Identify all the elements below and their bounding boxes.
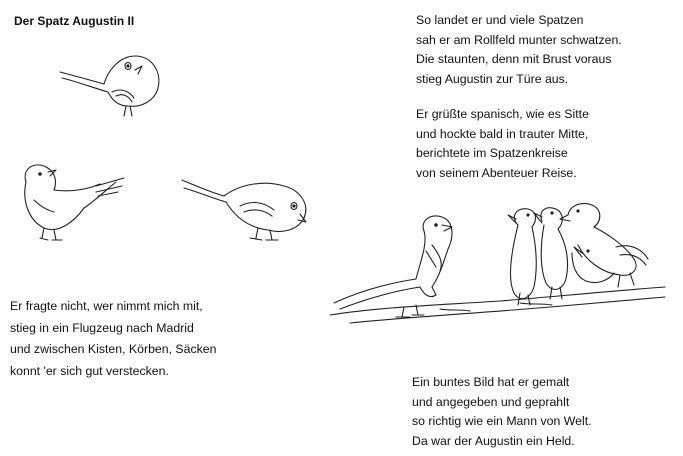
sparrow-sketch-1 — [60, 56, 159, 116]
sparrow-sketch-2 — [25, 165, 124, 240]
stanza-line: Ein buntes Bild hat er gemalt — [412, 375, 570, 389]
stanza-line: stieg Augustin zur Türe aus. — [416, 71, 569, 86]
sparrow-sketch-3 — [182, 180, 306, 240]
stanza-line: von seinem Abenteuer Reise. — [416, 165, 577, 180]
stanza-line: und zwischen Kisten, Körben, Säcken — [10, 342, 217, 356]
augustin-sparrow — [334, 216, 452, 317]
stanza-line: berichtete im Spatzenkreise — [416, 146, 568, 161]
stanza-line: so richtig wie ein Mann von Welt. — [412, 414, 592, 429]
stanza-line: stieg in ein Flugzeug nach Madrid — [10, 320, 194, 335]
stanza-1 — [416, 11, 622, 89]
stanza-2 — [416, 105, 589, 183]
stanza-line: Er fragte nicht, wer nimmt mich mit, — [10, 299, 203, 313]
sparrow-flock-illustration — [320, 195, 670, 330]
stanza-line: und angegeben und geprahlt — [412, 394, 570, 409]
stanza-line: Da war der Augustin ein Held. — [412, 433, 575, 448]
page-title: Der Spatz Augustin II — [14, 14, 135, 28]
stanza-4 — [412, 373, 592, 451]
stanza-line: Die staunten, denn mit Brust voraus — [416, 52, 612, 67]
stanza-line: So landet er und viele Spatzen — [416, 13, 584, 27]
stanza-line: konnt 'er sich gut verstecken. — [10, 363, 169, 378]
stanza-line: und hockte bald in trauter Mitte, — [416, 126, 589, 141]
stanza-line: Er grüßte spanisch, wie es Sitte — [416, 107, 589, 121]
stanza-line: sah er am Rollfeld munter schwatzen. — [416, 32, 622, 47]
stanza-3 — [10, 296, 216, 382]
